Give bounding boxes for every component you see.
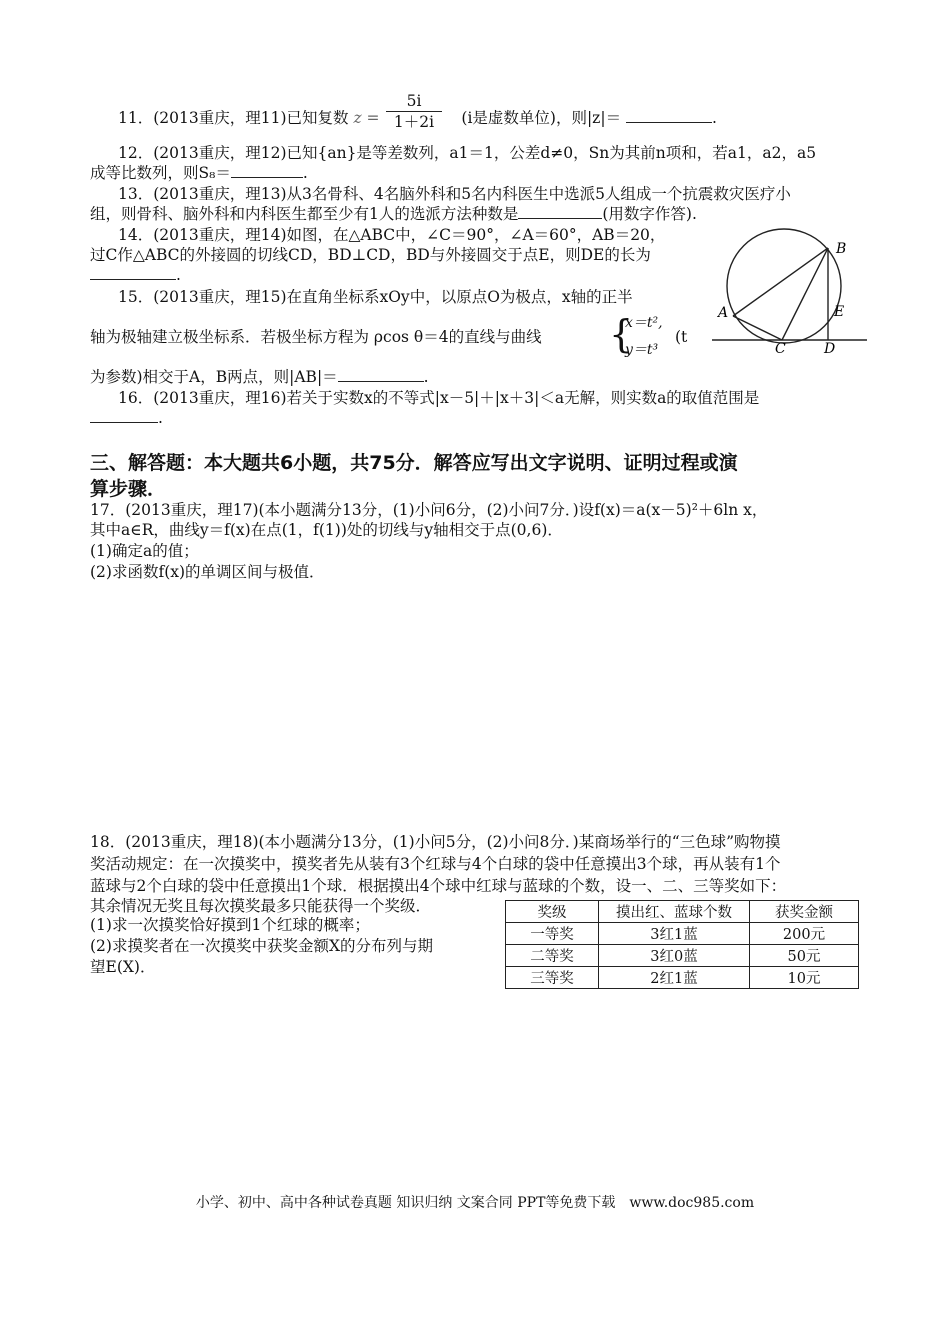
segment-bc	[782, 248, 828, 340]
prize-table	[505, 900, 859, 989]
table-row: 二等奖 3红0蓝 50元	[506, 945, 859, 967]
q16-line2: .	[90, 408, 163, 428]
q13-blank	[518, 204, 602, 219]
q12-line2: 成等比数列，则S₈＝ .	[90, 164, 308, 182]
q12-line1: 12．(2013重庆，理12)已知{an}是等差数列，a1＝1，公差d≠0，Sn为其前n项和，若a1，a2，a5	[118, 144, 817, 162]
label-d: D	[824, 341, 836, 357]
prize-table-header	[506, 901, 859, 923]
table-row: 三等奖 2红1蓝 10元	[506, 967, 859, 989]
q11-suffix: (i是虚数单位)，则|z|＝	[461, 109, 622, 127]
q13-line1: 13．(2013重庆，理13)从3名骨科、4名脑外科和5名内科医生中选派5人组成一个抗震救灾医疗小	[118, 185, 791, 203]
section3-heading-line2: 算步骤．	[90, 478, 167, 500]
label-c: C	[775, 341, 786, 357]
label-b: B	[836, 241, 847, 257]
q11-denominator: 1＋2i	[386, 111, 442, 132]
q11-z: z =	[353, 109, 380, 127]
q11-numerator: 5i	[406, 92, 422, 110]
section3-heading-line1: 三、解答题：本大题共6小题，共75分．解答应写出文字说明、证明过程或演	[90, 452, 738, 474]
q16-blank	[90, 408, 158, 423]
q17-line4: (2)求函数f(x)的单调区间与极值．	[90, 563, 325, 581]
q15-line3: 为参数)相交于A，B两点，则|AB|＝ .	[90, 368, 429, 386]
q17-line1: 17．(2013重庆，理17)(本小题满分13分，(1)小问6分，(2)小问7分．)设f(x)＝a(x－5)²＋6ln x，	[90, 501, 768, 519]
q11-fraction	[386, 91, 442, 132]
header-amount: 获奖金额	[750, 901, 859, 923]
segment-ab	[733, 248, 828, 316]
q15-line1: 15．(2013重庆，理15)在直角坐标系xOy中，以原点O为极点，x轴的正半	[118, 288, 633, 306]
q18-line7: 望E(X)．	[90, 958, 156, 976]
q14-line1: 14．(2013重庆，理14)如图，在△ABC中，∠C＝90°，∠A＝60°，AB＝20，	[118, 226, 666, 244]
label-e: E	[834, 304, 845, 320]
q18-line2: 奖活动规定：在一次摸奖中，摸奖者先从装有3个红球与4个白球的袋中任意摸出3个球，再从装有1个	[90, 855, 781, 873]
header-balls: 摸出红、蓝球个数	[599, 901, 750, 923]
q14-line2: 过C作△ABC的外接圆的切线CD，BD⊥CD，BD与外接圆交于点E，则DE的长为	[90, 246, 651, 264]
label-a: A	[718, 305, 729, 321]
header-level: 奖级	[506, 901, 599, 923]
q15-param: (t	[675, 328, 688, 346]
footer-text: 小学、初中、高中各种试卷真题 知识归纳 文案合同 PPT等免费下载 www.doc985.com	[195, 1195, 755, 1211]
q18-line6: (2)求摸奖者在一次摸奖中获奖金额X的分布列与期	[90, 937, 433, 955]
q18-line5: (1)求一次摸奖恰好摸到1个红球的概率；	[90, 916, 370, 934]
q15-brace: {	[609, 312, 634, 356]
q17-line2: 其中a∈R，曲线y＝f(x)在点(1，f(1))处的切线与y轴相交于点(0,6)．	[90, 521, 563, 539]
q15-blank	[338, 367, 424, 382]
q13-line2: 组，则骨科、脑外科和内科医生都至少有1人的选派方法种数是 (用数字作答).	[90, 205, 697, 223]
q15-line2: 轴为极轴建立极坐标系．若极坐标方程为 ρcos θ＝4的直线与曲线	[90, 328, 542, 346]
q18-line3: 蓝球与2个白球的袋中任意摸出1个球．根据摸出4个球中红球与蓝球的个数，设一、二、三等奖如下：	[90, 877, 787, 895]
q17-line3: (1)确定a的值；	[90, 542, 199, 560]
q11-blank	[626, 108, 712, 123]
table-row: 一等奖 3红1蓝 200元	[506, 923, 859, 945]
q11-line: 11．(2013重庆，理11)已知复数 z = (i是虚数单位)，则|z|＝ .	[118, 109, 717, 127]
q14-line3: .	[90, 265, 181, 285]
q12-blank	[231, 163, 303, 178]
q11-prefix: 11．(2013重庆，理11)已知复数	[118, 109, 349, 127]
q14-blank	[90, 265, 176, 280]
circumcircle	[727, 229, 841, 343]
q18-line4: 其余情况无奖且每次摸奖最多只能获得一个奖级．	[90, 897, 432, 915]
q15-curve-y: y＝t³	[625, 342, 659, 358]
q15-curve-x: x＝t²,	[625, 315, 663, 331]
q16-line1: 16．(2013重庆，理16)若关于实数x的不等式|x－5|＋|x＋3|＜a无解，则实数a的取值范围是	[118, 389, 760, 407]
circle-tangent-figure	[712, 225, 872, 360]
q18-line1: 18．(2013重庆，理18)(本小题满分13分，(1)小问5分，(2)小问8分．)某商场举行的“三色球”购物摸	[90, 833, 781, 851]
